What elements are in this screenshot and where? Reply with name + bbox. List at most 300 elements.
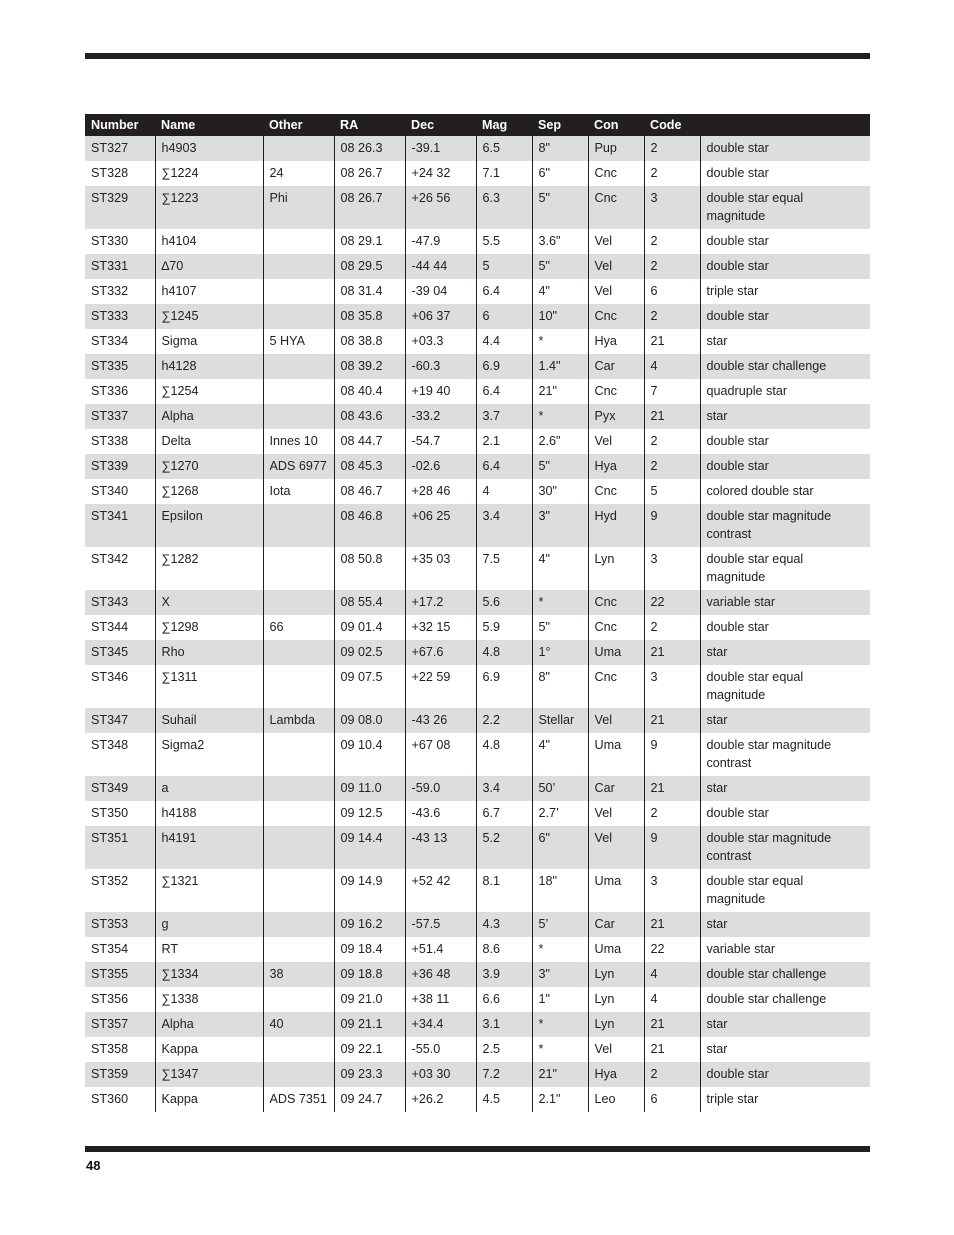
- cell-number: ST347: [85, 708, 155, 733]
- cell-description: double star: [700, 254, 870, 279]
- cell-name: ∑1282: [155, 547, 263, 590]
- cell-description: double star: [700, 615, 870, 640]
- cell-sep: 3.6": [532, 229, 588, 254]
- cell-con: Vel: [588, 801, 644, 826]
- table-row: [85, 504, 870, 547]
- cell-ra: 08 26.7: [334, 186, 405, 229]
- cell-other: [263, 404, 334, 429]
- cell-other: [263, 1037, 334, 1062]
- star-catalog-table: [85, 114, 870, 1112]
- cell-number: ST344: [91, 620, 129, 634]
- cell-description: double star: [700, 161, 870, 186]
- cell-description: triple star: [700, 279, 870, 304]
- cell-number: ST336: [91, 384, 129, 398]
- cell-other: [263, 354, 334, 379]
- cell-mag: 4.3: [476, 912, 532, 937]
- table-row: [85, 186, 870, 229]
- table-row: [85, 665, 870, 708]
- table-row: [85, 304, 870, 329]
- table-row: [85, 776, 870, 801]
- cell-ra: 09 08.0: [334, 708, 405, 733]
- cell-code: 21: [644, 912, 700, 937]
- table-body: [85, 136, 870, 1112]
- cell-sep: *: [532, 329, 588, 354]
- cell-ra: 09 22.1: [334, 1037, 405, 1062]
- cell-ra: 08 50.8: [334, 547, 405, 590]
- cell-dec: +06 25: [405, 504, 476, 547]
- table-row: [85, 1037, 870, 1062]
- cell-con: Lyn: [588, 547, 644, 590]
- cell-name: ∑1321: [155, 869, 263, 912]
- cell-code: 2: [644, 304, 700, 329]
- cell-other: [263, 229, 334, 254]
- cell-code: 2: [644, 454, 700, 479]
- cell-other: ADS 7351: [263, 1087, 334, 1112]
- cell-dec: -39.1: [405, 136, 476, 161]
- cell-con: Lyn: [588, 962, 644, 987]
- cell-mag: 6.9: [476, 665, 532, 708]
- cell-name: ∑1224: [155, 161, 263, 186]
- cell-mag: 6.6: [476, 987, 532, 1012]
- cell-ra: 08 46.7: [334, 479, 405, 504]
- cell-mag: 8.6: [476, 937, 532, 962]
- cell-code: 2: [644, 615, 700, 640]
- table-row: [85, 733, 870, 776]
- cell-other: [263, 826, 334, 869]
- cell-code: 3: [644, 186, 700, 229]
- column-header-con: Con: [588, 114, 644, 136]
- cell-description: colored double star: [700, 479, 870, 504]
- table-header-row: [85, 114, 870, 136]
- cell-other: [263, 937, 334, 962]
- cell-code: 2: [644, 161, 700, 186]
- table-row: [85, 937, 870, 962]
- cell-dec: -39 04: [405, 279, 476, 304]
- cell-dec: +51.4: [405, 937, 476, 962]
- cell-con: Hya: [588, 329, 644, 354]
- cell-number: ST341: [85, 504, 155, 547]
- cell-code: 21: [644, 329, 700, 354]
- cell-dec: -60.3: [405, 354, 476, 379]
- cell-con: Car: [588, 776, 644, 801]
- cell-ra: 08 26.7: [334, 161, 405, 186]
- cell-number: ST349: [85, 776, 155, 801]
- table-row: [85, 1062, 870, 1087]
- cell-description: double star: [700, 1062, 870, 1087]
- cell-other: Innes 10: [263, 429, 334, 454]
- cell-code: 4: [644, 354, 700, 379]
- cell-number: ST356: [91, 992, 129, 1006]
- cell-name: RT: [155, 937, 263, 962]
- cell-name: h4191: [155, 826, 263, 869]
- cell-code: 21: [644, 1037, 700, 1062]
- cell-dec: -43 26: [405, 708, 476, 733]
- cell-description: double star equal magnitude: [700, 186, 870, 229]
- cell-sep: 21": [532, 379, 588, 404]
- cell-mag: 6.4: [476, 454, 532, 479]
- cell-code: 2: [644, 254, 700, 279]
- cell-code: 22: [644, 937, 700, 962]
- cell-number: ST357: [85, 1012, 155, 1037]
- cell-sep: 5": [532, 454, 588, 479]
- cell-mag: 2.5: [476, 1037, 532, 1062]
- table-row: [85, 454, 870, 479]
- cell-code: 6: [644, 1087, 700, 1112]
- cell-mag: 3.1: [476, 1012, 532, 1037]
- cell-sep: 2.1": [532, 1087, 588, 1112]
- cell-other: [263, 776, 334, 801]
- cell-name: ∑1298: [155, 615, 263, 640]
- cell-description: double star: [700, 136, 870, 161]
- cell-number: ST348: [91, 738, 129, 752]
- cell-mag: 5.2: [476, 826, 532, 869]
- table-row: [85, 801, 870, 826]
- cell-description: double star challenge: [700, 354, 870, 379]
- cell-sep: 2.6": [532, 429, 588, 454]
- cell-name: ∑1268: [155, 479, 263, 504]
- cell-code: 6: [644, 279, 700, 304]
- cell-number: ST360: [91, 1092, 129, 1106]
- cell-code: 2: [644, 1062, 700, 1087]
- cell-description: double star challenge: [700, 987, 870, 1012]
- cell-con: Hya: [588, 454, 644, 479]
- cell-sep: 4": [532, 279, 588, 304]
- cell-number: ST352: [91, 874, 129, 888]
- cell-code: 3: [644, 665, 700, 708]
- cell-other: [263, 987, 334, 1012]
- cell-mag: 4.8: [476, 640, 532, 665]
- cell-ra: 08 26.3: [334, 136, 405, 161]
- cell-con: Cnc: [588, 304, 644, 329]
- cell-other: [263, 136, 334, 161]
- cell-number: ST334: [91, 334, 129, 348]
- cell-mag: 6: [476, 304, 532, 329]
- cell-code: 2: [644, 801, 700, 826]
- cell-name: a: [155, 776, 263, 801]
- cell-code: 21: [644, 708, 700, 733]
- cell-number: ST340: [91, 484, 129, 498]
- cell-mag: 3.4: [476, 776, 532, 801]
- cell-name: Epsilon: [155, 504, 263, 547]
- cell-code: 21: [644, 404, 700, 429]
- cell-ra: 08 45.3: [334, 454, 405, 479]
- cell-code: 2: [644, 429, 700, 454]
- column-header-number: Number: [85, 114, 155, 136]
- cell-number: ST353: [85, 912, 155, 937]
- table-row: [85, 404, 870, 429]
- cell-other: [263, 379, 334, 404]
- cell-number: ST339: [85, 454, 155, 479]
- column-header-code: Code: [644, 114, 700, 136]
- cell-description: triple star: [700, 1087, 870, 1112]
- table-row: [85, 136, 870, 161]
- cell-name: ∑1254: [155, 379, 263, 404]
- table-row: [85, 354, 870, 379]
- cell-ra: 09 10.4: [334, 733, 405, 776]
- cell-name: ∑1270: [155, 454, 263, 479]
- cell-other: 5 HYA: [263, 329, 334, 354]
- cell-con: Vel: [588, 708, 644, 733]
- cell-con: Lyn: [588, 1012, 644, 1037]
- cell-sep: *: [532, 590, 588, 615]
- cell-name: ∑1245: [155, 304, 263, 329]
- top-rule: [85, 53, 870, 59]
- cell-description: star: [700, 776, 870, 801]
- cell-sep: 18": [532, 869, 588, 912]
- cell-con: Cnc: [588, 615, 644, 640]
- cell-description: double star: [700, 229, 870, 254]
- cell-other: 40: [263, 1012, 334, 1037]
- cell-number: ST354: [91, 942, 129, 956]
- cell-dec: -59.0: [405, 776, 476, 801]
- cell-name: h4104: [155, 229, 263, 254]
- cell-con: Pyx: [588, 404, 644, 429]
- cell-description: double star: [700, 304, 870, 329]
- cell-code: 9: [644, 733, 700, 776]
- cell-code: 3: [644, 869, 700, 912]
- cell-number: ST343: [85, 590, 155, 615]
- cell-sep: 4": [532, 547, 588, 590]
- cell-code: 4: [644, 987, 700, 1012]
- cell-sep: 3": [532, 504, 588, 547]
- cell-number: ST350: [91, 806, 129, 820]
- cell-dec: +35 03: [405, 547, 476, 590]
- table-row: [85, 869, 870, 912]
- cell-code: 21: [644, 640, 700, 665]
- cell-mag: 6.7: [476, 801, 532, 826]
- cell-mag: 6.9: [476, 354, 532, 379]
- cell-other: [263, 912, 334, 937]
- cell-dec: -33.2: [405, 404, 476, 429]
- cell-mag: 5.6: [476, 590, 532, 615]
- cell-mag: 6.5: [476, 136, 532, 161]
- cell-name: ∆70: [155, 254, 263, 279]
- cell-other: ADS 6977: [263, 454, 334, 479]
- cell-number: ST331: [85, 254, 155, 279]
- cell-other: [263, 504, 334, 547]
- cell-description: quadruple star: [700, 379, 870, 404]
- cell-code: 7: [644, 379, 700, 404]
- cell-number: ST358: [91, 1042, 129, 1056]
- cell-con: Cnc: [588, 590, 644, 615]
- cell-con: Vel: [588, 279, 644, 304]
- cell-mag: 5.5: [476, 229, 532, 254]
- cell-other: [263, 665, 334, 708]
- cell-dec: -02.6: [405, 454, 476, 479]
- cell-description: star: [700, 708, 870, 733]
- cell-dec: +32 15: [405, 615, 476, 640]
- cell-number: ST338: [91, 434, 129, 448]
- cell-ra: 09 12.5: [334, 801, 405, 826]
- cell-description: double star: [700, 454, 870, 479]
- cell-number: ST328: [91, 166, 129, 180]
- cell-other: [263, 279, 334, 304]
- cell-ra: 08 43.6: [334, 404, 405, 429]
- cell-other: 24: [263, 161, 334, 186]
- cell-ra: 09 14.4: [334, 826, 405, 869]
- cell-code: 4: [644, 962, 700, 987]
- cell-number: ST332: [91, 284, 129, 298]
- cell-sep: *: [532, 1012, 588, 1037]
- cell-number: ST335: [85, 354, 155, 379]
- cell-dec: +52 42: [405, 869, 476, 912]
- column-header-sep: Sep: [532, 114, 588, 136]
- table-row: [85, 1012, 870, 1037]
- cell-dec: -43 13: [405, 826, 476, 869]
- table-row: [85, 379, 870, 404]
- cell-con: Uma: [588, 937, 644, 962]
- cell-sep: 10": [532, 304, 588, 329]
- table-row: [85, 479, 870, 504]
- cell-ra: 09 11.0: [334, 776, 405, 801]
- table-row: [85, 254, 870, 279]
- table-row: [85, 547, 870, 590]
- table-row: [85, 329, 870, 354]
- cell-sep: 5": [532, 615, 588, 640]
- cell-ra: 09 16.2: [334, 912, 405, 937]
- cell-dec: +67 08: [405, 733, 476, 776]
- cell-description: star: [700, 1012, 870, 1037]
- cell-name: g: [155, 912, 263, 937]
- cell-ra: 09 07.5: [334, 665, 405, 708]
- cell-con: Hya: [588, 1062, 644, 1087]
- cell-sep: 8": [532, 136, 588, 161]
- cell-mag: 7.2: [476, 1062, 532, 1087]
- cell-description: double star equal magnitude: [700, 869, 870, 912]
- table-row: [85, 708, 870, 733]
- cell-name: Alpha: [155, 1012, 263, 1037]
- cell-sep: 30": [532, 479, 588, 504]
- cell-con: Vel: [588, 826, 644, 869]
- cell-name: Kappa: [155, 1087, 263, 1112]
- table-row: [85, 615, 870, 640]
- cell-con: Uma: [588, 869, 644, 912]
- cell-sep: 1°: [532, 640, 588, 665]
- cell-description: double star magnitude contrast: [700, 733, 870, 776]
- cell-dec: +22 59: [405, 665, 476, 708]
- cell-mag: 3.4: [476, 504, 532, 547]
- cell-dec: +26.2: [405, 1087, 476, 1112]
- cell-mag: 4.8: [476, 733, 532, 776]
- cell-dec: -57.5: [405, 912, 476, 937]
- cell-ra: 08 46.8: [334, 504, 405, 547]
- column-header-other: Other: [263, 114, 334, 136]
- cell-con: Cnc: [588, 479, 644, 504]
- cell-sep: 5’: [532, 912, 588, 937]
- cell-dec: +19 40: [405, 379, 476, 404]
- cell-sep: 21": [532, 1062, 588, 1087]
- cell-con: Vel: [588, 229, 644, 254]
- cell-sep: 6": [532, 161, 588, 186]
- cell-description: star: [700, 912, 870, 937]
- cell-code: 2: [644, 136, 700, 161]
- cell-sep: *: [532, 1037, 588, 1062]
- cell-sep: 1": [532, 987, 588, 1012]
- cell-dec: +03.3: [405, 329, 476, 354]
- cell-dec: +34.4: [405, 1012, 476, 1037]
- cell-name: Kappa: [155, 1037, 263, 1062]
- cell-number: ST345: [85, 640, 155, 665]
- cell-number: ST330: [91, 234, 129, 248]
- cell-name: ∑1347: [155, 1062, 263, 1087]
- cell-dec: +28 46: [405, 479, 476, 504]
- cell-name: Suhail: [155, 708, 263, 733]
- cell-sep: 5": [532, 254, 588, 279]
- cell-name: ∑1311: [155, 665, 263, 708]
- table-row: [85, 279, 870, 304]
- cell-mag: 6.4: [476, 279, 532, 304]
- cell-mag: 4: [476, 479, 532, 504]
- cell-mag: 5: [476, 254, 532, 279]
- cell-con: Cnc: [588, 379, 644, 404]
- cell-sep: 50’: [532, 776, 588, 801]
- table-row: [85, 640, 870, 665]
- cell-name: Alpha: [155, 404, 263, 429]
- cell-con: Leo: [588, 1087, 644, 1112]
- cell-mag: 7.1: [476, 161, 532, 186]
- cell-code: 21: [644, 776, 700, 801]
- table-row: [85, 1087, 870, 1112]
- cell-con: Pup: [588, 136, 644, 161]
- cell-name: Delta: [155, 429, 263, 454]
- cell-sep: *: [532, 937, 588, 962]
- cell-number: ST351: [85, 826, 155, 869]
- column-header-mag: Mag: [476, 114, 532, 136]
- cell-name: h4128: [155, 354, 263, 379]
- cell-con: Uma: [588, 640, 644, 665]
- cell-ra: 08 35.8: [334, 304, 405, 329]
- column-header-name: Name: [155, 114, 263, 136]
- table-row: [85, 429, 870, 454]
- cell-dec: +24 32: [405, 161, 476, 186]
- cell-other: Lambda: [263, 708, 334, 733]
- cell-name: h4903: [155, 136, 263, 161]
- cell-description: double star challenge: [700, 962, 870, 987]
- cell-ra: 08 40.4: [334, 379, 405, 404]
- cell-code: 9: [644, 504, 700, 547]
- cell-sep: 4": [532, 733, 588, 776]
- cell-mag: 6.4: [476, 379, 532, 404]
- cell-dec: +06 37: [405, 304, 476, 329]
- cell-other: [263, 801, 334, 826]
- cell-dec: +03 30: [405, 1062, 476, 1087]
- cell-dec: +17.2: [405, 590, 476, 615]
- cell-description: star: [700, 404, 870, 429]
- cell-name: ∑1338: [155, 987, 263, 1012]
- cell-con: Lyn: [588, 987, 644, 1012]
- cell-sep: 3": [532, 962, 588, 987]
- cell-name: h4188: [155, 801, 263, 826]
- cell-ra: 08 55.4: [334, 590, 405, 615]
- cell-mag: 3.7: [476, 404, 532, 429]
- cell-ra: 09 01.4: [334, 615, 405, 640]
- cell-con: Cnc: [588, 186, 644, 229]
- column-header-dec: Dec: [405, 114, 476, 136]
- cell-code: 22: [644, 590, 700, 615]
- table-row: [85, 826, 870, 869]
- cell-other: [263, 590, 334, 615]
- cell-name: ∑1334: [155, 962, 263, 987]
- cell-number: ST329: [85, 186, 155, 229]
- cell-ra: 08 39.2: [334, 354, 405, 379]
- cell-name: Sigma: [155, 329, 263, 354]
- cell-other: [263, 254, 334, 279]
- column-header-description: [700, 114, 870, 136]
- cell-code: 3: [644, 547, 700, 590]
- cell-ra: 08 31.4: [334, 279, 405, 304]
- cell-code: 9: [644, 826, 700, 869]
- cell-dec: +67.6: [405, 640, 476, 665]
